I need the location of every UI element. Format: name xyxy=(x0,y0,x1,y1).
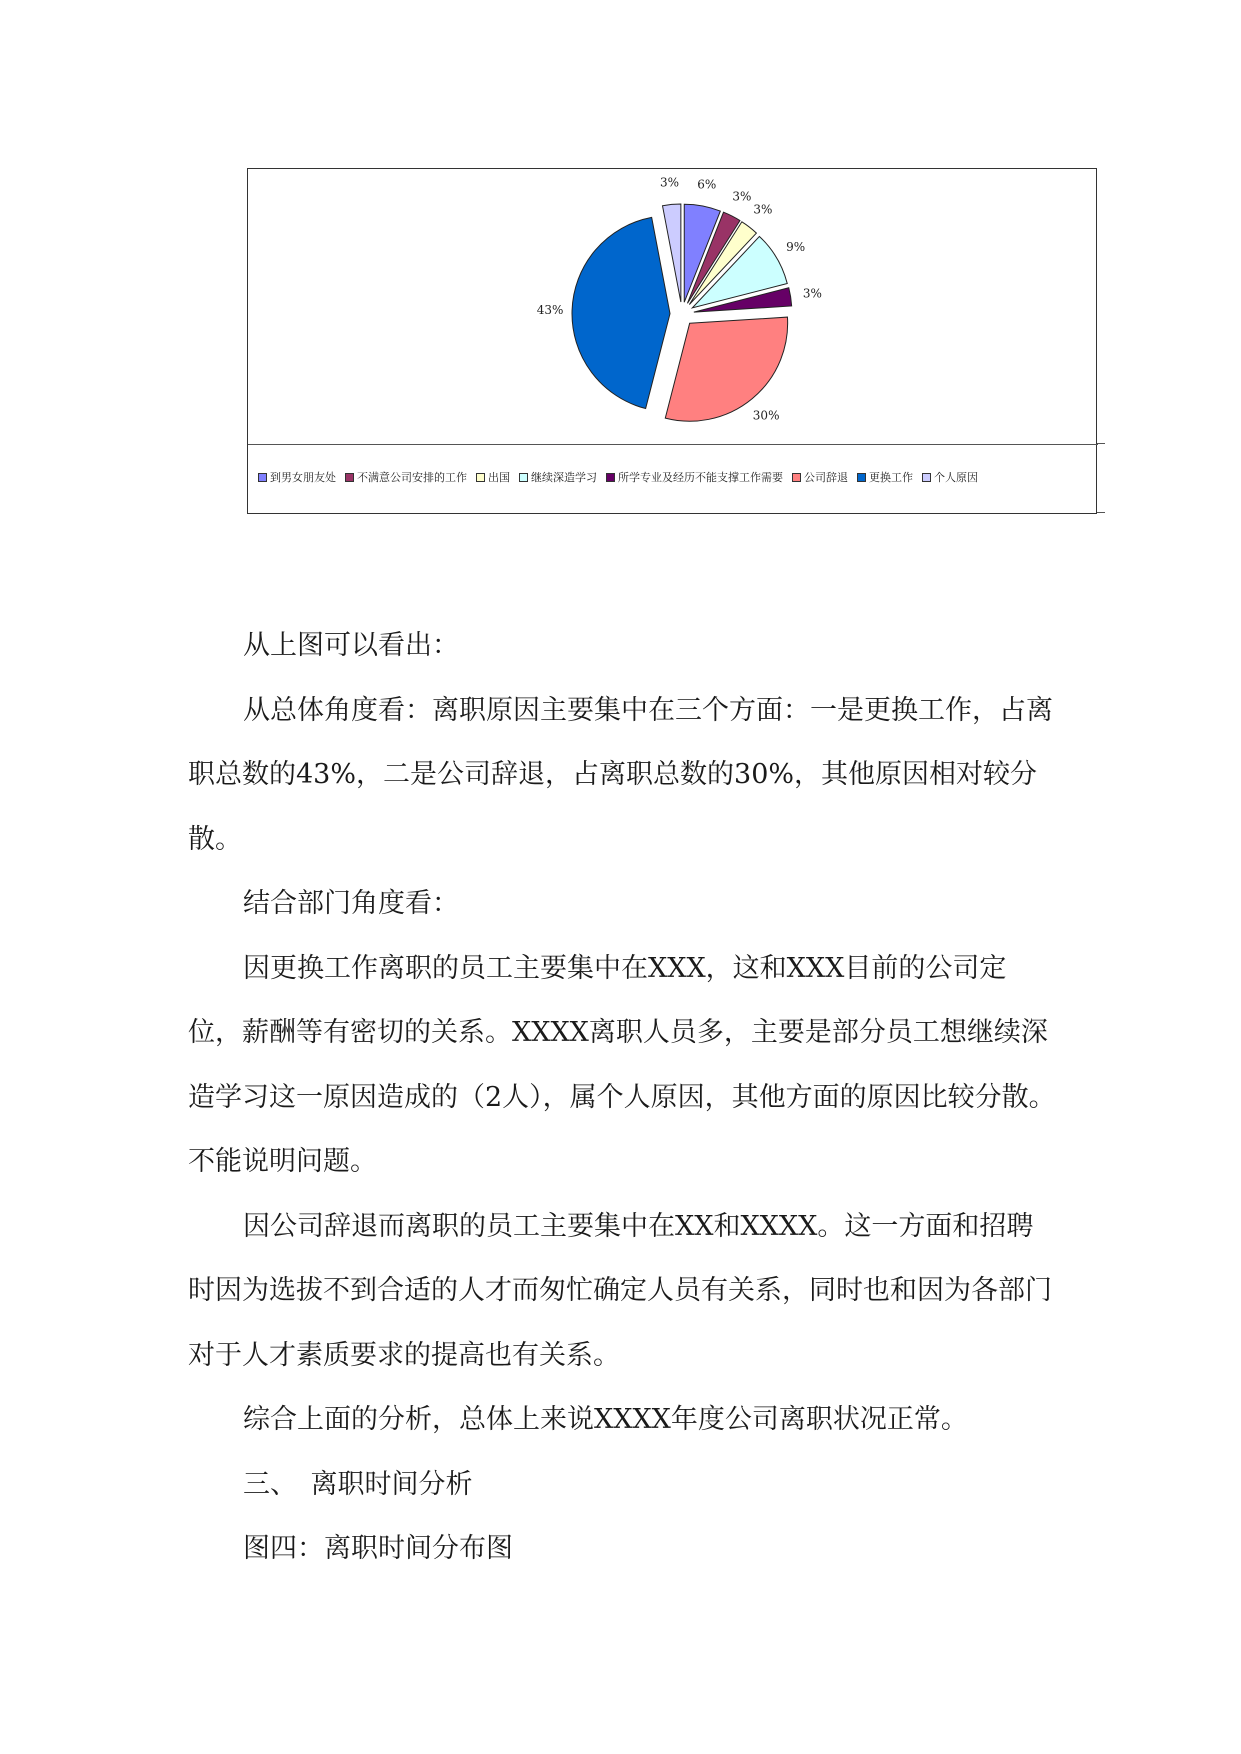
pie-chart xyxy=(248,169,1098,444)
legend-swatch xyxy=(606,473,615,482)
legend-label: 不满意公司安排的工作 xyxy=(357,471,467,484)
paragraph: 结合部门角度看： xyxy=(243,888,459,919)
legend-swatch xyxy=(476,473,485,482)
legend-item xyxy=(792,469,848,485)
legend-swatch xyxy=(258,473,267,482)
figure-caption: 图四：离职时间分布图 xyxy=(243,1533,513,1564)
legend-label: 所学专业及经历不能支撑工作需要 xyxy=(618,471,783,484)
paragraph: 综合上面的分析，总体上来说XXXX年度公司离职状况正常。 xyxy=(243,1404,968,1435)
pie-chart-frame xyxy=(247,168,1097,514)
legend-item xyxy=(922,469,978,485)
legend-swatch xyxy=(345,473,354,482)
legend-label: 公司辞退 xyxy=(804,471,848,484)
legend-swatch xyxy=(922,473,931,482)
legend-label: 继续深造学习 xyxy=(531,471,597,484)
slice-label: 6% xyxy=(697,177,717,192)
legend-label: 更换工作 xyxy=(869,471,913,484)
slice-label: 43% xyxy=(536,302,564,317)
paragraph: 因更换工作离职的员工主要集中在XXX，这和XXX目前的公司定位，薪酬等有密切的关系。XXXX离职人员多，主要是部分员工想继续深造学习这一原因造成的（2人），属个人原因，其他方面的原因比较分散。不能说明问题。 xyxy=(188,952,1056,1177)
slice-label: 9% xyxy=(786,239,806,254)
frame-tick xyxy=(1097,443,1105,444)
legend-swatch xyxy=(519,473,528,482)
slice-label: 3% xyxy=(732,189,752,204)
legend-item xyxy=(258,469,336,485)
pie-slice xyxy=(665,317,787,421)
paragraph: 从上图可以看出： xyxy=(243,630,459,661)
paragraph: 从总体角度看：离职原因主要集中在三个方面：一是更换工作，占离职总数的43%，二是公司辞退，占离职总数的30%，其他原因相对较分散。 xyxy=(188,694,1053,855)
legend-label: 出国 xyxy=(488,471,510,484)
slice-label: 30% xyxy=(752,408,780,423)
legend-label: 个人原因 xyxy=(934,471,978,484)
slice-label: 3% xyxy=(753,202,773,217)
legend-item xyxy=(857,469,913,485)
legend-swatch xyxy=(792,473,801,482)
legend-item xyxy=(476,469,510,485)
legend-swatch xyxy=(857,473,866,482)
legend-item xyxy=(345,469,467,485)
legend-divider xyxy=(248,444,1098,445)
chart-legend xyxy=(258,469,1093,489)
legend-item xyxy=(519,469,597,485)
legend-label: 到男女朋友处 xyxy=(270,471,336,484)
frame-tick xyxy=(1097,512,1105,513)
pie-slice xyxy=(572,217,670,408)
slice-label: 3% xyxy=(660,175,680,190)
section-heading: 三、 离职时间分析 xyxy=(243,1468,473,1500)
document-body xyxy=(188,614,1058,1582)
slice-label: 3% xyxy=(802,286,822,301)
paragraph: 因公司辞退而离职的员工主要集中在XX和XXXX。这一方面和招聘时因为选拔不到合适的人才而匆忙确定人员有关系，同时也和因为各部门对于人才素质要求的提高也有关系。 xyxy=(188,1210,1052,1371)
legend-item xyxy=(606,469,783,485)
